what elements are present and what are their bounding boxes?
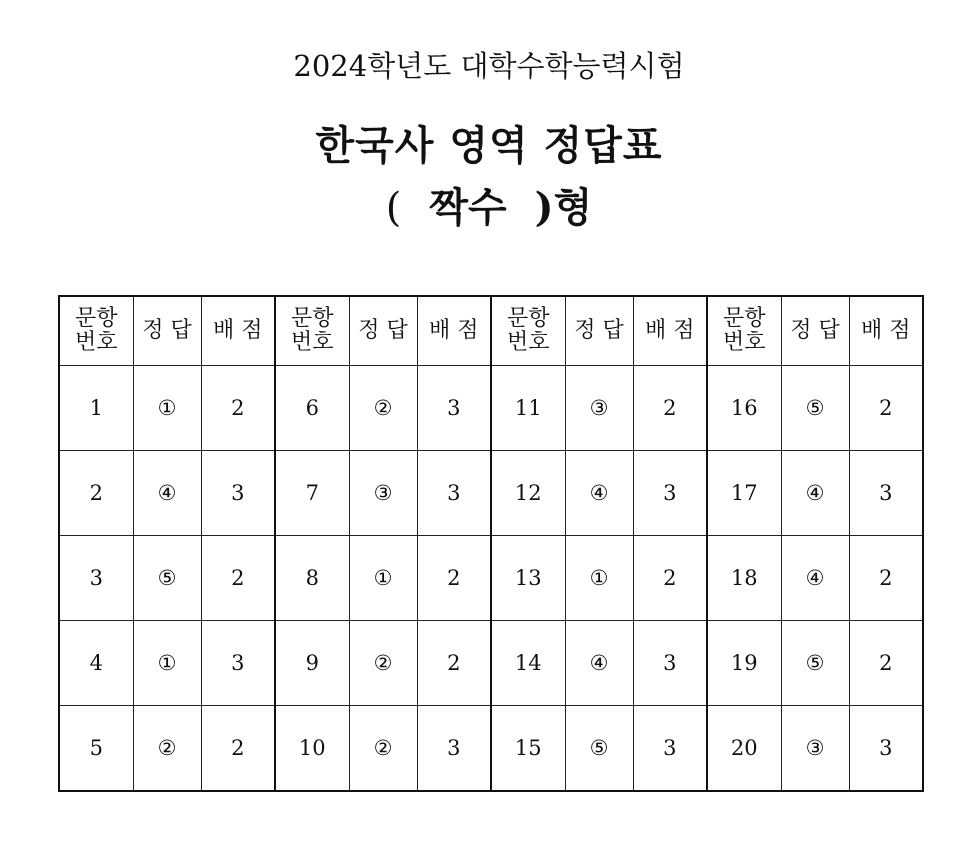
- header-question-number: [59, 296, 133, 366]
- question-number-cell: 19: [707, 621, 781, 706]
- header-question-number: [491, 296, 565, 366]
- answer-cell: ④: [781, 536, 849, 621]
- answer-cell: ②: [349, 621, 417, 706]
- header-question-number-line2: 번호: [290, 330, 334, 355]
- question-number-cell: 20: [707, 706, 781, 792]
- table-row: [59, 621, 923, 706]
- points-cell: 2: [633, 366, 707, 451]
- question-number-cell: 15: [491, 706, 565, 792]
- answer-cell: ⑤: [565, 706, 633, 792]
- answer-table-body: [59, 366, 923, 792]
- answer-cell: ②: [349, 366, 417, 451]
- points-cell: 3: [633, 706, 707, 792]
- header-points: 배 점: [417, 296, 491, 366]
- answer-cell: ②: [349, 706, 417, 792]
- question-number-cell: 9: [275, 621, 349, 706]
- points-cell: 3: [201, 621, 275, 706]
- answer-cell: ③: [565, 366, 633, 451]
- type-open-paren: (: [385, 185, 402, 231]
- question-number-cell: 10: [275, 706, 349, 792]
- table-row: [59, 536, 923, 621]
- subject-title: 한국사 영역 정답표: [315, 122, 663, 169]
- points-cell: 3: [849, 451, 923, 536]
- points-cell: 2: [633, 536, 707, 621]
- question-number-cell: 17: [707, 451, 781, 536]
- points-cell: 2: [201, 536, 275, 621]
- answer-cell: ①: [133, 621, 201, 706]
- answer-cell: ②: [133, 706, 201, 792]
- type-close: )형: [534, 184, 593, 231]
- points-cell: 2: [849, 366, 923, 451]
- question-number-cell: 5: [59, 706, 133, 792]
- points-cell: 2: [417, 621, 491, 706]
- header-question-number-line1: 문항: [722, 306, 766, 331]
- answer-cell: ④: [781, 451, 849, 536]
- points-cell: 3: [633, 621, 707, 706]
- header-points: 배 점: [849, 296, 923, 366]
- answer-table: [58, 295, 924, 792]
- question-number-cell: 2: [59, 451, 133, 536]
- question-number-cell: 7: [275, 451, 349, 536]
- header-question-number: [707, 296, 781, 366]
- answer-cell: ⑤: [781, 621, 849, 706]
- header-answer: 정 답: [349, 296, 417, 366]
- points-cell: 3: [633, 451, 707, 536]
- answer-cell: ④: [133, 451, 201, 536]
- header-points: 배 점: [633, 296, 707, 366]
- points-cell: 3: [417, 706, 491, 792]
- header-question-number-line1: 문항: [74, 306, 118, 331]
- answer-cell: ①: [565, 536, 633, 621]
- points-cell: 2: [417, 536, 491, 621]
- points-cell: 2: [849, 621, 923, 706]
- header-question-number-line1: 문항: [506, 306, 550, 331]
- header-question-number-line2: 번호: [506, 330, 550, 355]
- question-number-cell: 1: [59, 366, 133, 451]
- answer-cell: ④: [565, 451, 633, 536]
- header-row: [59, 296, 923, 366]
- exam-title: 2024학년도 대학수학능력시험: [293, 49, 685, 83]
- answer-cell: ①: [133, 366, 201, 451]
- question-number-cell: 3: [59, 536, 133, 621]
- answer-cell: ③: [781, 706, 849, 792]
- header-question-number-line2: 번호: [722, 330, 766, 355]
- type-name: 짝수: [429, 184, 507, 231]
- header-question-number-line2: 번호: [74, 330, 118, 355]
- exam-type-line: [0, 176, 978, 233]
- question-number-cell: 18: [707, 536, 781, 621]
- answer-cell: ⑤: [781, 366, 849, 451]
- question-number-cell: 13: [491, 536, 565, 621]
- table-row: [59, 706, 923, 792]
- question-number-cell: 12: [491, 451, 565, 536]
- answer-cell: ⑤: [133, 536, 201, 621]
- points-cell: 3: [417, 451, 491, 536]
- table-row: [59, 451, 923, 536]
- answer-cell: ④: [565, 621, 633, 706]
- question-number-cell: 11: [491, 366, 565, 451]
- header-answer: 정 답: [133, 296, 201, 366]
- points-cell: 2: [201, 366, 275, 451]
- points-cell: 3: [849, 706, 923, 792]
- answer-cell: ③: [349, 451, 417, 536]
- header-answer: 정 답: [781, 296, 849, 366]
- header-points: 배 점: [201, 296, 275, 366]
- header-question-number: [275, 296, 349, 366]
- question-number-cell: 8: [275, 536, 349, 621]
- question-number-cell: 16: [707, 366, 781, 451]
- question-number-cell: 14: [491, 621, 565, 706]
- header-answer: 정 답: [565, 296, 633, 366]
- table-row: [59, 366, 923, 451]
- answer-cell: ①: [349, 536, 417, 621]
- question-number-cell: 4: [59, 621, 133, 706]
- question-number-cell: 6: [275, 366, 349, 451]
- header-question-number-line1: 문항: [290, 306, 334, 331]
- points-cell: 2: [201, 706, 275, 792]
- points-cell: 2: [849, 536, 923, 621]
- points-cell: 3: [201, 451, 275, 536]
- points-cell: 3: [417, 366, 491, 451]
